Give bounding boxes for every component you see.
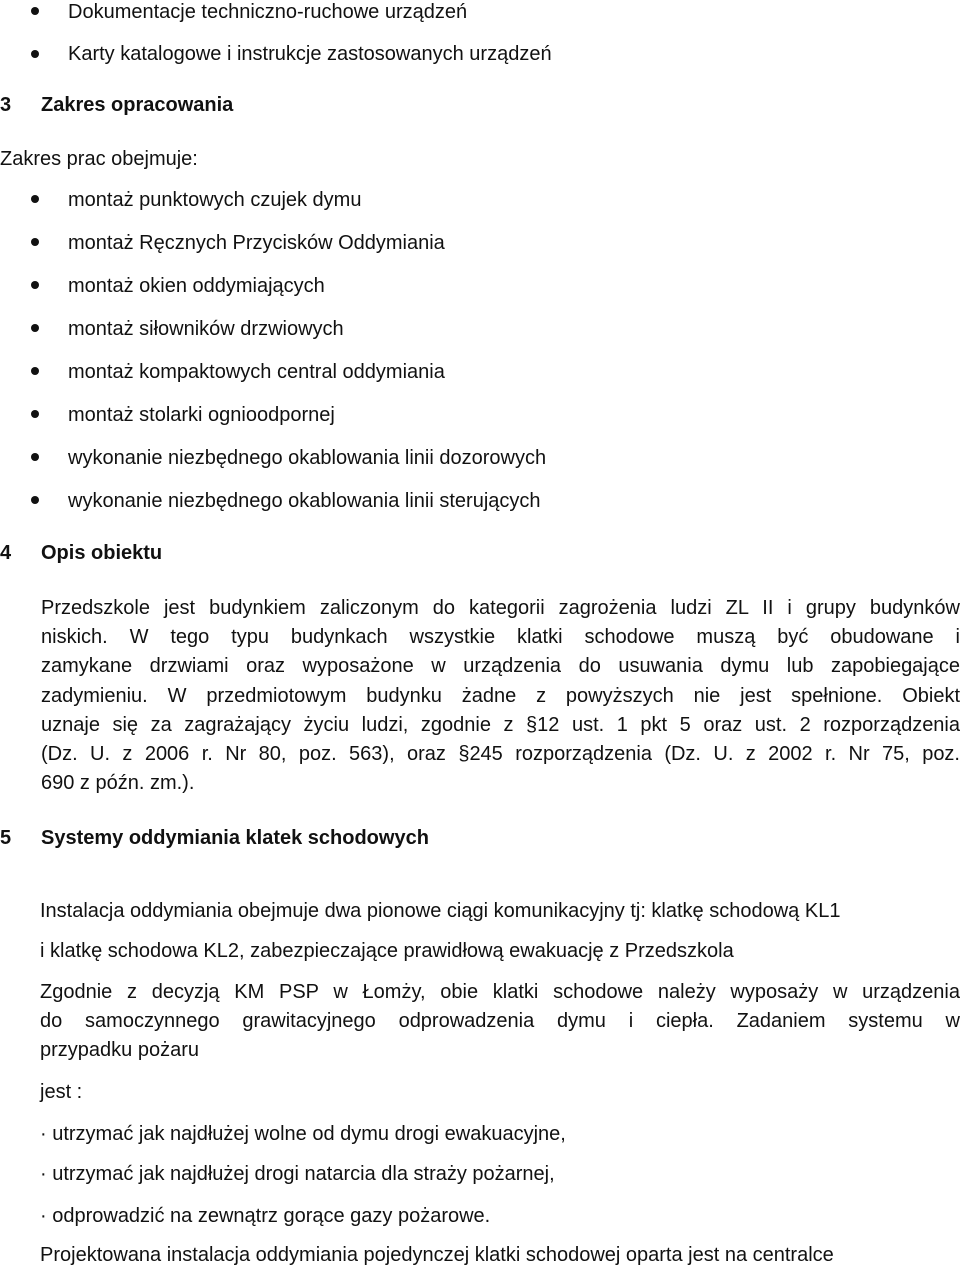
section-number: 4 (0, 542, 12, 564)
paragraph-line: 690 z późn. zm.). (41, 772, 195, 795)
bullet-icon (31, 195, 39, 203)
bullet-icon (31, 50, 39, 58)
paragraph-line: niskich. W tego typu budynkach wszystkie klatki schodowe muszą być obudowane i (41, 626, 960, 649)
list-item: montaż okien oddymiających (68, 275, 325, 297)
list-item: montaż stolarki ognioodpornej (68, 404, 335, 426)
bullet-icon (31, 281, 39, 289)
paragraph-line: uznaje się za zagrażający życiu ludzi, zgodnie z §12 ust. 1 pkt 5 oraz ust. 2 rozporządzenia (41, 713, 960, 736)
list-item: montaż kompaktowych central oddymiania (68, 361, 445, 383)
bullet-icon (31, 238, 39, 246)
list-item: · odprowadzić na zewnątrz gorące gazy pożarowe. (40, 1205, 491, 1227)
list-item: montaż siłowników drzwiowych (68, 318, 344, 340)
list-item: · utrzymać jak najdłużej drogi natarcia dla straży pożarnej, (40, 1163, 555, 1185)
decision-paragraph (40, 978, 960, 1066)
list-item: montaż punktowych czujek dymu (68, 189, 362, 211)
paragraph-line: zadymieniu. W przedmiotowym budynku żadne z powyższych nie jest spełnione. Obiekt (41, 684, 960, 707)
paragraph-line: zamykane drzwiami oraz wyposażone w urządzenia do usuwania dymu lub zapobiegające (41, 655, 960, 678)
paragraph-line: Przedszkole jest budynkiem zaliczonym do kategorii zagrożenia ludzi ZL II i grupy budynków (41, 597, 960, 619)
list-item: Karty katalogowe i instrukcje zastosowanych urządzeń (68, 43, 552, 65)
intro-line: i klatkę schodowa KL2, zabezpieczające prawidłową ewakuację z Przedszkola (40, 940, 734, 962)
list-item: wykonanie niezbędnego okablowania linii dozorowych (68, 447, 547, 469)
section-number: 5 (0, 827, 12, 849)
intro-line: Instalacja oddymiania obejmuje dwa pionowe ciągi komunikacyjny tj: klatkę schodową KL1 (40, 900, 841, 922)
list-item: · utrzymać jak najdłużej wolne od dymu drogi ewakuacyjne, (40, 1123, 566, 1145)
bullet-icon (31, 453, 39, 461)
paragraph-line: (Dz. U. z 2006 r. Nr 80, poz. 563), oraz §245 rozporządzenia (Dz. U. z 2002 r. Nr 75, poz. (41, 742, 960, 765)
section-number: 3 (0, 94, 12, 116)
bullet-icon (31, 7, 39, 15)
section-title: Zakres opracowania (41, 94, 234, 116)
bullet-icon (31, 496, 39, 504)
list-item: wykonanie niezbędnego okablowania linii sterujących (68, 490, 541, 512)
paragraph-line: do samoczynnego grawitacyjnego odprowadzenia dymu i ciepła. Zadaniem systemu w (40, 1010, 960, 1033)
section-title: Systemy oddymiania klatek schodowych (41, 827, 429, 849)
paragraph-line: Zgodnie z decyzją KM PSP w Łomży, obie klatki schodowe należy wyposaży w urządzenia (40, 981, 960, 1003)
list-item: Dokumentacje techniczno-ruchowe urządzeń (68, 1, 468, 23)
jest-label: jest : (40, 1081, 83, 1103)
section-title: Opis obiektu (41, 542, 163, 564)
paragraph-line: przypadku pożaru (40, 1039, 199, 1062)
closing-line: Projektowana instalacja oddymiania pojedynczej klatki schodowej oparta jest na centralce (40, 1244, 834, 1266)
object-description (41, 594, 960, 798)
bullet-icon (31, 410, 39, 418)
scope-intro: Zakres prac obejmuje: (0, 148, 198, 170)
bullet-icon (31, 367, 39, 375)
bullet-icon (31, 324, 39, 332)
list-item: montaż Ręcznych Przycisków Oddymiania (68, 232, 445, 254)
